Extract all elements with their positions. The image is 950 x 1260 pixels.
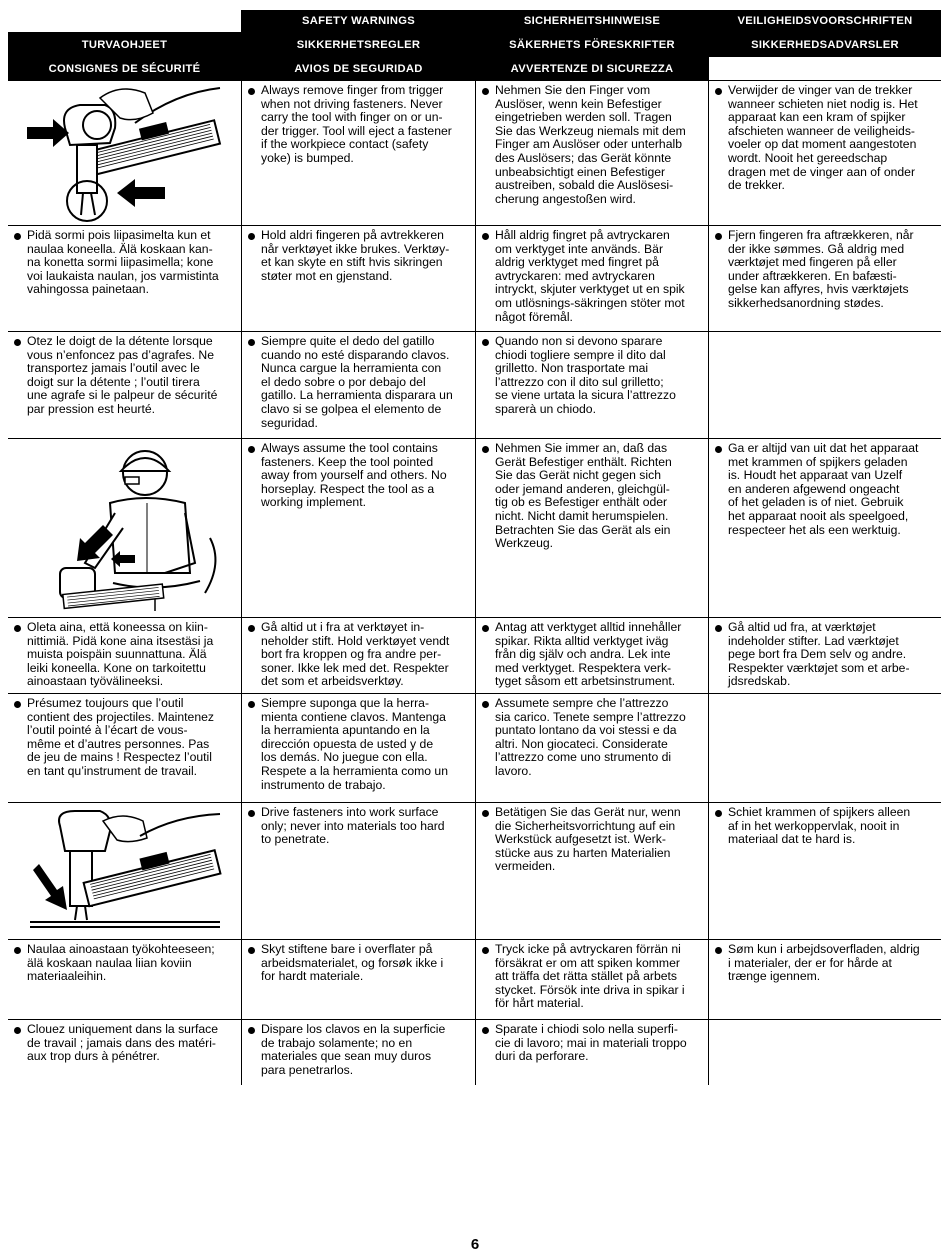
warning-fi-loaded: Oleta aina, että koneessa on kiin- nittimiä. Pidä kone aina itsestäsi ja muista poispäin suunnattuna. Älä leiki koneella. Kone on tarkoitettu ainoastaan työvälineeksi. xyxy=(8,618,241,693)
warning-da-work-surface: Søm kun i arbejdsoverfladen, aldrig i materialer, der er for hårde at trænge igennem. xyxy=(709,940,941,1019)
warning-no-loaded: Gå altid ut i fra at verktøyet in- neholder stift. Hold verktøyet vendt bort fra kroppen og fra andre per- soner. Ikke lek med det. Respekter det som et arbeidsverktøy. xyxy=(242,618,475,693)
warning-sv-loaded: Antag att verktyget alltid innehåller spikar. Rikta alltid verktyget iväg från dig själv och andra. Lek inte med verktyget. Respektera verk- tyget såsom ett arbetsinstrument. xyxy=(476,618,708,693)
empty-cell xyxy=(709,694,941,802)
header-sikkerhedsadvarsler: SIKKERHEDSADVARSLER xyxy=(709,33,941,56)
warning-nl-loaded: Ga er altijd van uit dat het apparaat met krammen of spijkers geladen is. Houdt het apparaat van Uzelf en anderen afgewend ongeacht of het geladen is of niet. Gebruik het apparaat nooit als speelgoed, respecteer het als een werktuig. xyxy=(709,439,941,617)
nailer-on-work-surface-illustration xyxy=(8,803,241,939)
warning-es-finger: Siempre quite el dedo del gatillo cuando no esté disparando clavos. Nunca cargue la herramienta con el dedo sobre o por debajo del gatillo. La herramienta disparara un clavo si se golpea el elemento de seguridad. xyxy=(242,332,475,438)
warning-sv-work-surface: Tryck icke på avtryckaren förrän ni försäkrat er om att spiken kommer att träffa det rätta stället på arbets stycket. Försök inte driva in spikar i för hårt material. xyxy=(476,940,708,1019)
header-blank-top-left xyxy=(8,10,241,32)
worker-holding-nailer-illustration xyxy=(8,439,241,617)
warning-fr-work-surface: Clouez uniquement dans la surface de travail ; jamais dans des matéri- aux trop durs à pénétrer. xyxy=(8,1020,241,1086)
warning-es-loaded: Siempre suponga que la herra- mienta contiene clavos. Mantenga la herramienta apuntando en la dirección opuesta de usted y de los demás. No juegue con ella. Respete a la herramienta como un instrumento de trabajo. xyxy=(242,694,475,802)
header-sicherheitshinweise: SICHERHEITSHINWEISE xyxy=(476,10,708,32)
warning-en-work-surface: Drive fasteners into work surface only; never into materials too hard to penetrate. xyxy=(242,803,475,939)
warning-es-work-surface: Dispare los clavos en la superficie de trabajo solamente; no en materiales que sean muy duros para penetrarlos. xyxy=(242,1020,475,1086)
page-number: 6 xyxy=(470,1236,480,1253)
warning-nl-finger: Verwijder de vinger van de trekker wanneer schieten niet nodig is. Het apparaat kan een kram of spijker afschieten wanneer de veiligheids- voeler op dat moment aangestoten wordt. Nooit het gereedschap dragen met de vinger aan of onder de trekker. xyxy=(709,81,941,225)
finger-off-trigger-illustration xyxy=(8,81,241,225)
header-avios-de-seguridad: AVIOS DE SEGURIDAD xyxy=(242,57,475,80)
header-sakerhets-foreskrifter: SÄKERHETS FÖRESKRIFTER xyxy=(476,33,708,56)
header-blank-right xyxy=(709,57,941,80)
header-veiligheidsvoorschriften: VEILIGHEIDSVOORSCHRIFTEN xyxy=(709,10,941,32)
header-safety-warnings: SAFETY WARNINGS xyxy=(242,10,475,32)
header-sikkerhetsregler: SIKKERHETSREGLER xyxy=(242,33,475,56)
warning-nl-work-surface: Schiet krammen of spijkers alleen af in het werkoppervlak, nooit in materiaal dat te hard is. xyxy=(709,803,941,939)
warning-fi-work-surface: Naulaa ainoastaan työkohteeseen; älä koskaan naulaa liian koviin materiaaleihin. xyxy=(8,940,241,1019)
warning-no-finger: Hold aldri fingeren på avtrekkeren når verktøyet ikke brukes. Verktøy- et kan skyte en stift hvis sikringen støter mot en gjenstand. xyxy=(242,226,475,331)
warning-en-finger: Always remove finger from trigger when not driving fasteners. Never carry the tool with finger on or un- der trigger. Tool will eject a fastener if the workpiece contact (safety yoke) is bumped. xyxy=(242,81,475,225)
warning-fr-loaded: Présumez toujours que l’outil contient des projectiles. Maintenez l’outil pointé à l’écart de vous- même et d’autres personnes. Pas de jeu de mains ! Respectez l’outil en tant qu’instrument de travail. xyxy=(8,694,241,802)
warning-it-loaded: Assumete sempre che l’attrezzo sia carico. Tenete sempre l’attrezzo puntato lontano da voi stessi e da altri. Non giocateci. Considerate l’attrezzo come uno strumento di lavoro. xyxy=(476,694,708,802)
warning-da-finger: Fjern fingeren fra aftrækkeren, når der ikke sømmes. Gå aldrig med værktøjet med fingeren på eller under aftrækkeren. En bafæsti- gelse kan affyres, hvis værktøjets sikkerhedsanordning stødes. xyxy=(709,226,941,331)
warning-no-work-surface: Skyt stiftene bare i overflater på arbeidsmaterialet, og forsøk ikke i for hardt materiale. xyxy=(242,940,475,1019)
header-avvertenze-di-sicurezza: AVVERTENZE DI SICUREZZA xyxy=(476,57,708,80)
safety-warnings-table xyxy=(8,10,941,1085)
header-turvaohjeet: TURVAOHJEET xyxy=(8,33,241,56)
warning-da-loaded: Gå altid ud fra, at værktøjet indeholder stifter. Lad værktøjet pege bort fra Dem selv og andre. Respekter værktøjet som et arbe- jdsredskab. xyxy=(709,618,941,693)
warning-it-finger: Quando non si devono sparare chiodi togliere sempre il dito dal grilletto. Non trasportate mai l’attrezzo con il dito sul grilletto; se viene urtata la sicura l’attrezzo sparerà un chiodo. xyxy=(476,332,708,438)
warning-de-finger: Nehmen Sie den Finger vom Auslöser, wenn kein Befestiger eingetrieben werden soll. Tragen Sie das Werkzeug niemals mit dem Finger am Auslöser oder unterhalb des Auslösers; das Gerät könnte unbeabsichtigt einen Befestiger austreiben, sobald die Auslösesi- cherung angestoßen wird. xyxy=(476,81,708,225)
warning-de-work-surface: Betätigen Sie das Gerät nur, wenn die Sicherheitsvorrichtung auf ein Werkstück aufgesetzt ist. Werk- stücke aus zu harten Materialien vermeiden. xyxy=(476,803,708,939)
warning-fi-finger: Pidä sormi pois liipasimelta kun et naulaa koneella. Älä koskaan kan- na konetta sormi liipasimella; kone voi laukaista naulan, jos varmistinta vahingossa painetaan. xyxy=(8,226,241,331)
empty-cell xyxy=(709,1020,941,1086)
header-consignes-de-securite: CONSIGNES DE SÉCURITÉ xyxy=(8,57,241,80)
empty-cell xyxy=(709,332,941,438)
warning-it-work-surface: Sparate i chiodi solo nella superfi- cie di lavoro; mai in materiali troppo duri da perforare. xyxy=(476,1020,708,1086)
warning-en-loaded: Always assume the tool contains fasteners. Keep the tool pointed away from yourself and others. No horseplay. Respect the tool as a working implement. xyxy=(242,439,475,617)
warning-sv-finger: Håll aldrig fingret på avtryckaren om verktyget inte används. Bär aldrig verktyget med fingret på avtryckaren: med avtryckaren intryckt, skjuter verktyget ut en spik om utlösnings-säkringen stöter mot något föremål. xyxy=(476,226,708,331)
warning-de-loaded: Nehmen Sie immer an, daß das Gerät Befestiger enthält. Richten Sie das Gerät nicht gegen sich oder jemand anderen, gleichgül- tig ob es Befestiger enthält oder nicht. Nicht damit herumspielen. Betrachten Sie das Gerät als ein Werkzeug. xyxy=(476,439,708,617)
warning-fr-finger: Otez le doigt de la détente lorsque vous n’enfoncez pas d’agrafes. Ne transportez jamais l’outil avec le doigt sur la détente ; l’outil tirera une agrafe si le palpeur de sécurité par pression est heurté. xyxy=(8,332,241,438)
